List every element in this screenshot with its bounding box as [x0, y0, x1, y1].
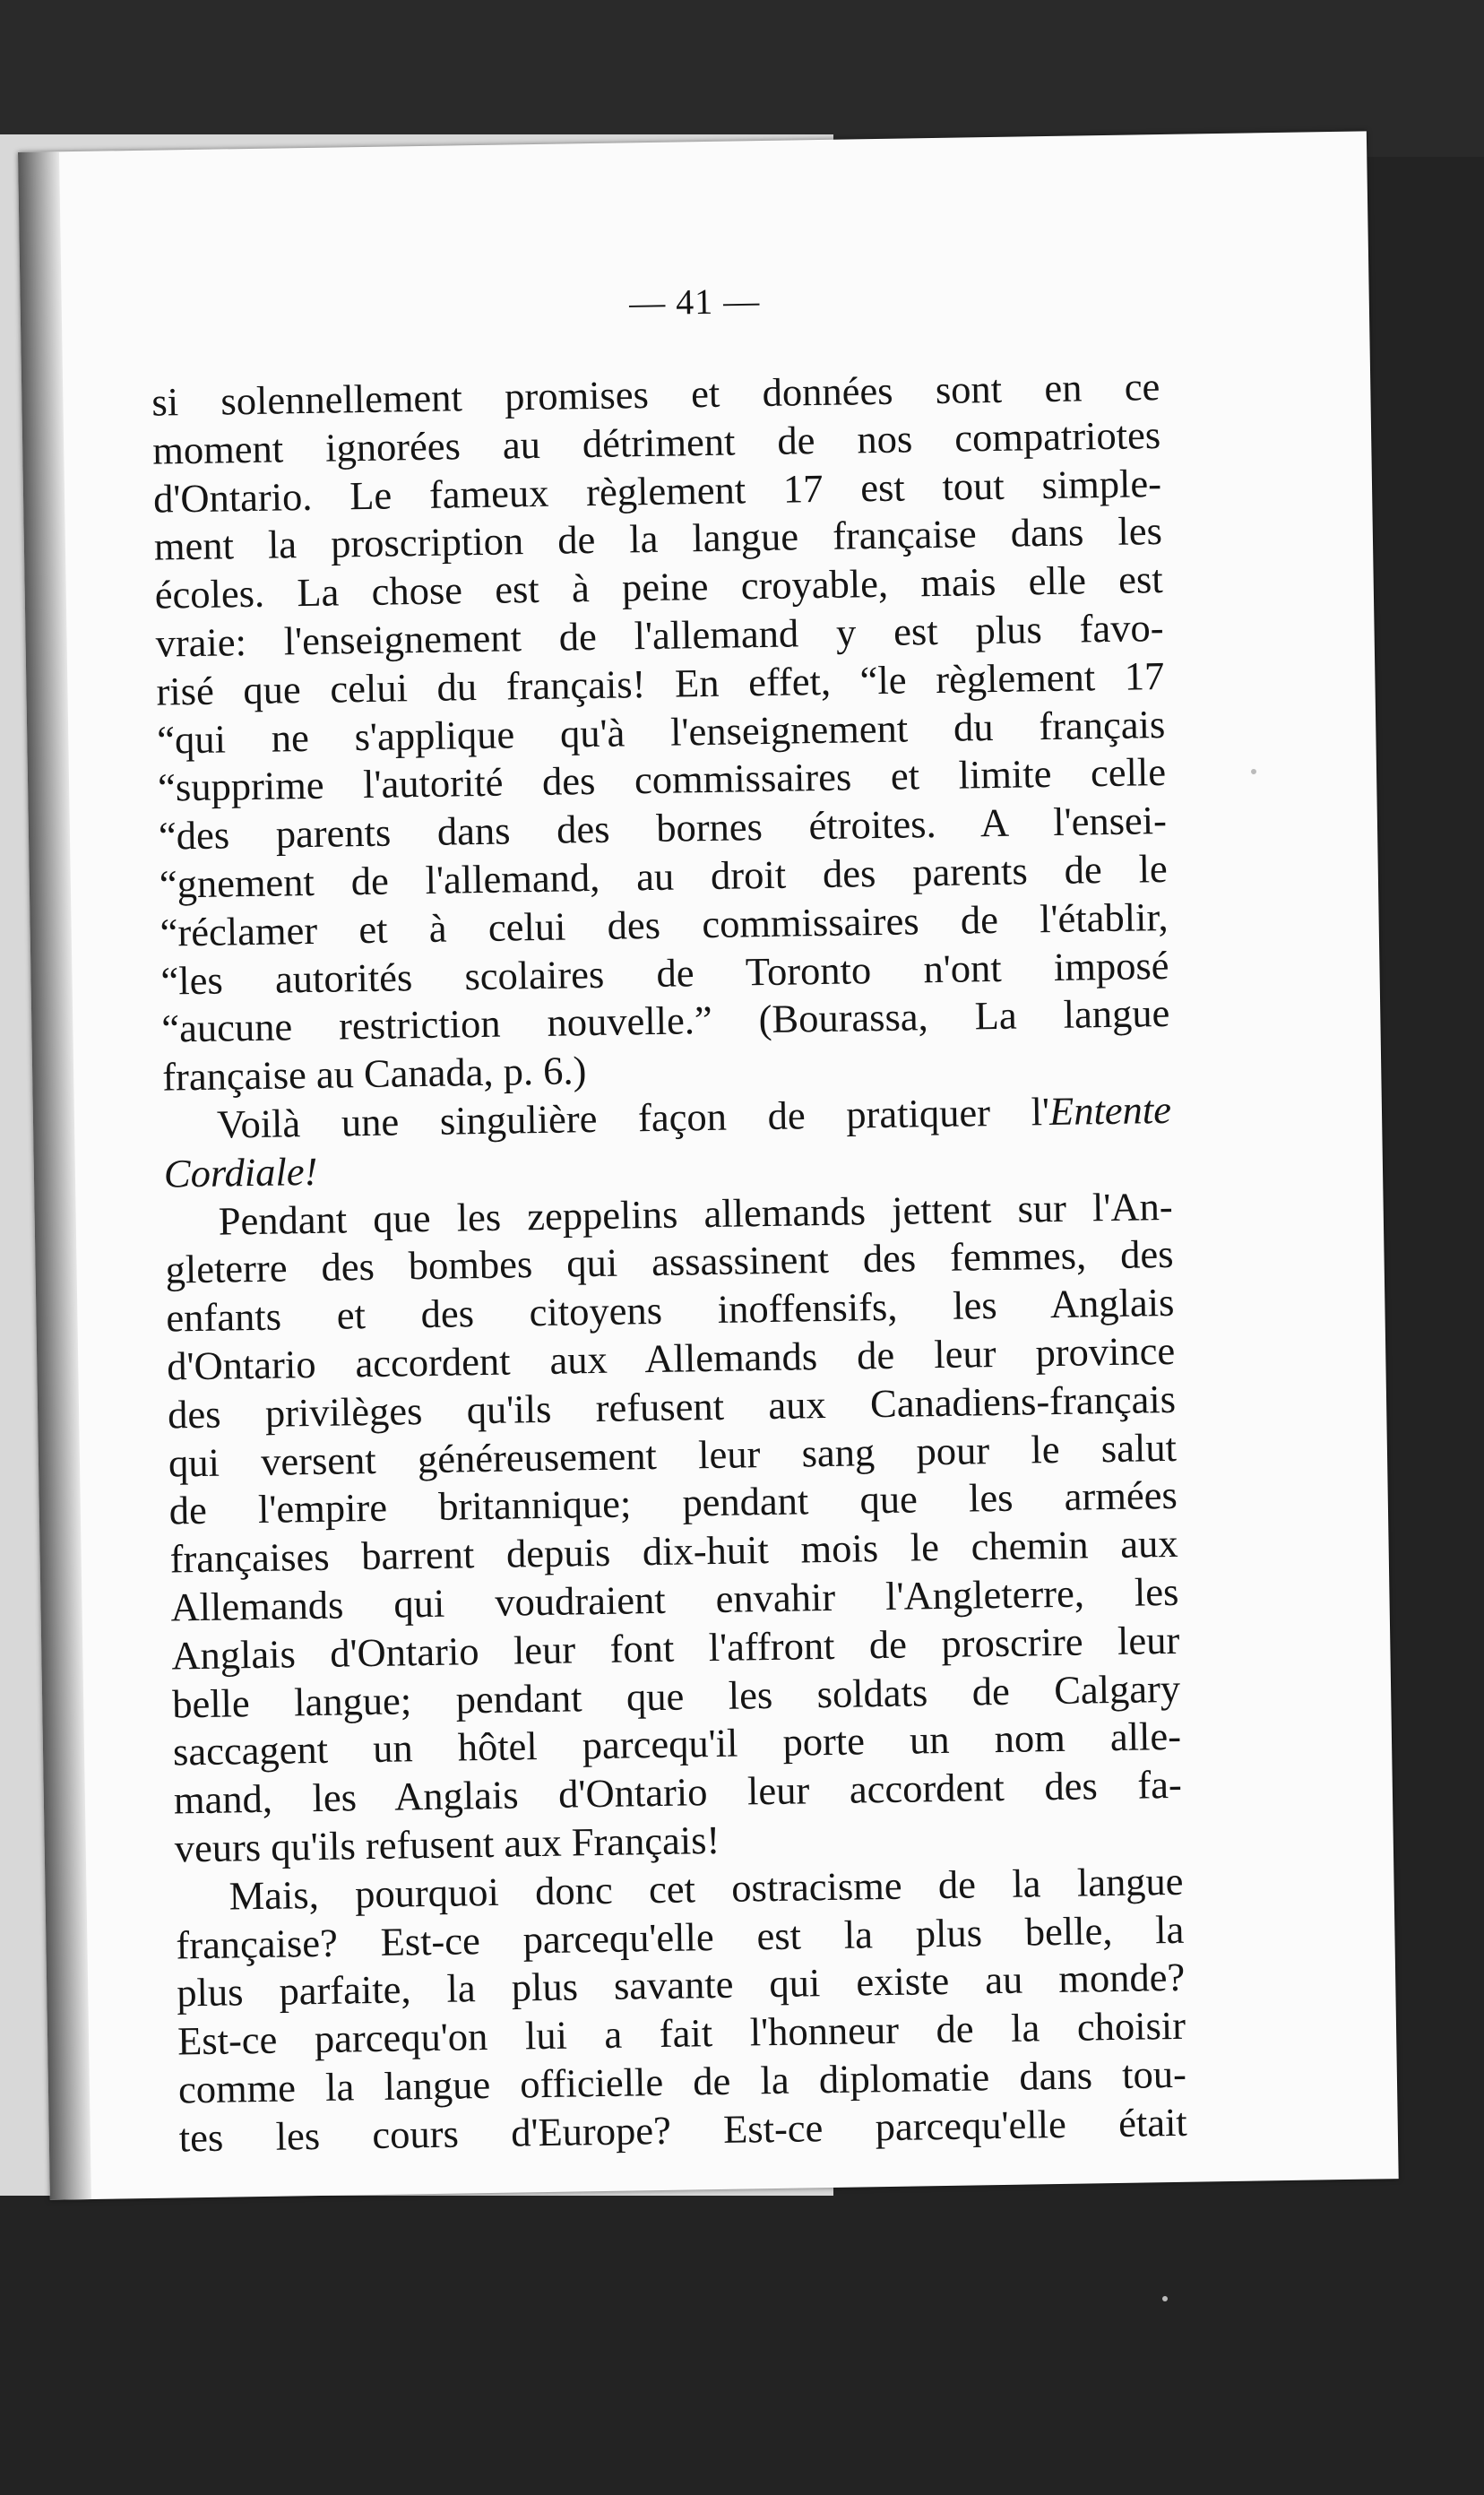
page-body [151, 363, 1187, 2163]
text-line: veurs qu'ils refusent aux Français! [174, 1817, 720, 1871]
text-line: comme la langue officielle de la diplomatie dans tou- [177, 2050, 1187, 2112]
dust-speck [1162, 2296, 1168, 2301]
text-line: gleterre des bombes qui assassinent des femmes, des [165, 1231, 1174, 1292]
text-line: “aucune restriction nouvelle.” (Bourassa, La langue [160, 990, 1170, 1051]
text-line: “gnement de l'allemand, au droit des parents de le [159, 845, 1169, 907]
italic-run: Entente [1048, 1086, 1172, 1135]
text-line: tes les cours d'Europe? Est-ce parcequ'elle était [178, 2099, 1188, 2161]
text-line: ment la proscription de la langue française dans les [153, 508, 1163, 570]
text-line: Anglais d'Ontario leur font l'affront de proscrire leur [170, 1617, 1180, 1679]
text-line: “supprime l'autorité des commissaires et limite celle [157, 749, 1167, 811]
text-line: française au Canada, p. 6.) [161, 1048, 587, 1100]
page-number: — 41 — [628, 281, 761, 324]
italic-run: Cordiale! [163, 1148, 318, 1196]
text-line: risé que celui du français! En effet, “le règlement 17 [156, 652, 1165, 714]
text-line: “les autorités scolaires de Toronto n'ont imposé [160, 942, 1169, 1004]
text-line: moment ignorées au détriment de nos compatriotes [151, 411, 1161, 473]
text-line: vraie: l'enseignement de l'allemand y est plus favo- [155, 604, 1164, 666]
text-line: Allemands qui voudraient envahir l'Angleterre, les [170, 1568, 1179, 1630]
text-line: Mais, pourquoi donc cet ostracisme de la langue [229, 1858, 1184, 1919]
text-line: “des parents dans des bornes étroites. A l'ensei- [158, 798, 1168, 859]
text-line: d'Ontario. Le fameux règlement 17 est tout simple- [152, 460, 1162, 522]
text-line: si solennellement promises et données sont en ce [151, 364, 1160, 425]
text-line: de l'empire britannique; pendant que les armées [168, 1472, 1178, 1533]
text-line: enfants et des citoyens inoffensifs, les Anglais [166, 1280, 1175, 1341]
text-line: qui versent généreusement leur sang pour le salut [168, 1424, 1178, 1486]
text-line: des privilèges qu'ils refusent aux Canadiens-français [167, 1376, 1177, 1437]
text-line: Pendant que les zeppelins allemands jettent sur l'An- [218, 1183, 1174, 1244]
text-line: françaises barrent depuis dix-huit mois le chemin aux [169, 1520, 1178, 1582]
text-line: “qui ne s'applique qu'à l'enseignement du français [156, 701, 1166, 763]
text-line: belle langue; pendant que les soldats de Calgary [171, 1665, 1181, 1727]
text-line: plus parfaite, la plus savante qui existe au monde? [176, 1955, 1186, 2016]
text-line: Est-ce parcequ'on lui a fait l'honneur de la choisir [177, 2002, 1186, 2064]
text-line: mand, les Anglais d'Ontario leur accordent des fa- [173, 1761, 1183, 1823]
text-run: Voilà une singulière façon de pratiquer l' [216, 1089, 1050, 1147]
text-line: d'Ontario accordent aux Allemands de leur province [166, 1327, 1176, 1389]
text-line: française? Est-ce parcequ'elle est la plus belle, la [176, 1906, 1185, 1967]
text-line: saccagent un hôtel parcequ'il porte un nom alle- [172, 1714, 1182, 1774]
text-line: “réclamer et à celui des commissaires de l'établir, [160, 894, 1169, 955]
dust-speck [1251, 769, 1256, 774]
text-line: écoles. La chose est à peine croyable, mais elle est [154, 557, 1164, 617]
book-page [18, 131, 1399, 2199]
